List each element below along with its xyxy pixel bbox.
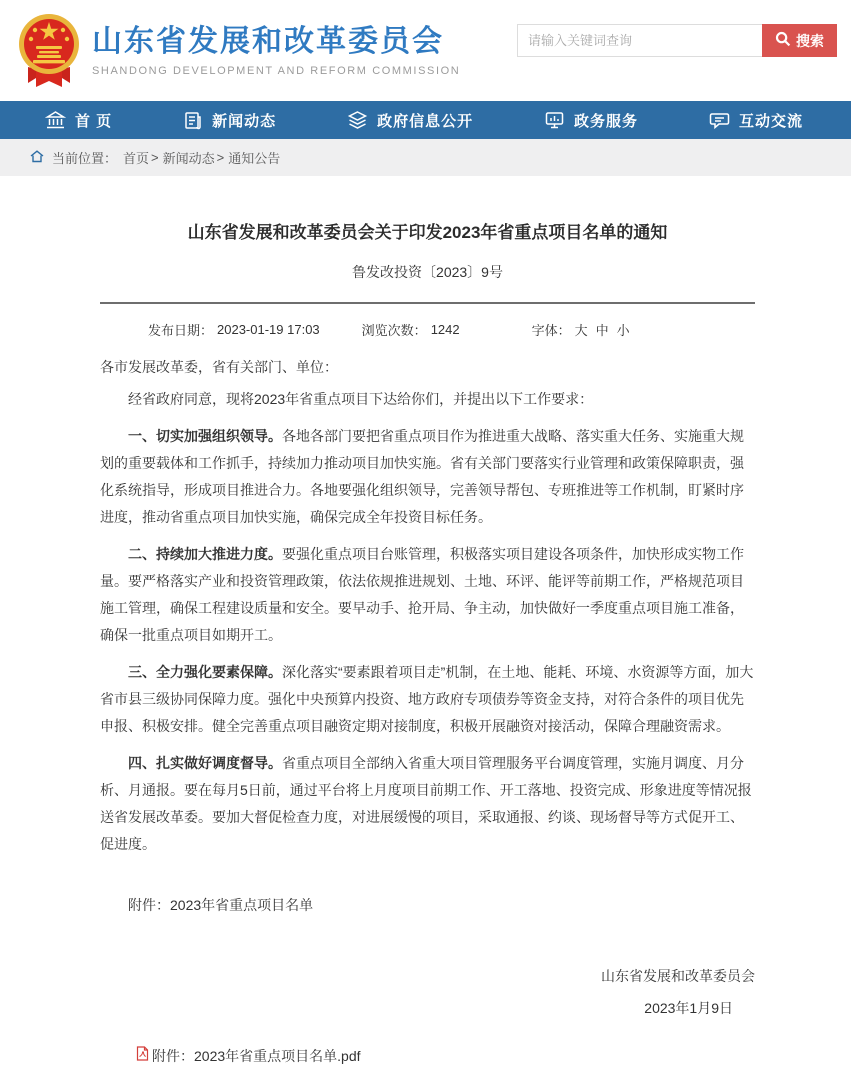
nav-item-label: 政府信息公开 <box>377 112 474 130</box>
salutation: 各市发展改革委，省有关部门、单位： <box>100 359 338 375</box>
paragraph-1 <box>100 423 755 531</box>
nav-item-interaction[interactable] <box>709 110 803 131</box>
signature-block <box>100 961 755 1023</box>
paragraph-3-lead: 三、全力强化要素保障。 <box>128 664 282 680</box>
main-nav <box>0 101 851 139</box>
paragraph-2 <box>100 541 755 649</box>
site-title-block <box>92 25 460 77</box>
search-icon <box>775 31 791 50</box>
font-size-small[interactable]: 小 <box>616 323 630 338</box>
search-button-label: 搜索 <box>796 32 824 49</box>
national-emblem-logo <box>16 13 82 91</box>
document-area <box>0 176 851 1078</box>
breadcrumb <box>0 139 851 176</box>
document-number: 鲁发改投资〔2023〕9号 <box>352 264 503 280</box>
views-label: 浏览次数： <box>361 323 427 338</box>
document-body <box>100 354 755 1070</box>
intro-paragraph: 经省政府同意，现将2023年省重点项目下达给你们，并提出以下工作要求： <box>128 391 594 407</box>
chat-icon <box>709 110 730 130</box>
attachment-link-label: 附件：2023年省重点项目名单.pdf <box>152 1048 361 1064</box>
breadcrumb-separator: > <box>151 150 159 165</box>
font-size-options <box>575 320 630 339</box>
breadcrumb-label: 当前位置： <box>52 151 118 166</box>
search-input[interactable] <box>517 24 762 57</box>
breadcrumb-item-home[interactable]: 首页 <box>123 151 150 166</box>
site-subtitle: SHANDONG DEVELOPMENT AND REFORM COMMISSION <box>92 64 461 77</box>
publish-date-value: 2023-01-19 17:03 <box>217 322 320 337</box>
nav-item-label: 新闻动态 <box>212 112 277 130</box>
breadcrumb-item-notices[interactable]: 通知公告 <box>228 151 281 166</box>
attachment-note: 附件：2023年省重点项目名单 <box>128 897 314 913</box>
site-title: 山东省发展和改革委员会 <box>92 24 444 58</box>
search-box <box>517 24 837 57</box>
paragraph-1-lead: 一、切实加强组织领导。 <box>128 428 282 444</box>
paragraph-4-text: 省重点项目全部纳入省重大项目管理服务平台调度管理，实施月调度、月分析、月通报。要在每月5日前，通过平台将上月度项目前期工作、开工落地、投资完成、形象进度等情况报送省发展改革委。要加大督促检查力度，对进展缓慢的项目，采取通报、约谈、现场督导等方式促开工、促进度。 <box>100 755 752 852</box>
nav-item-label: 政务服务 <box>574 112 639 130</box>
site-header <box>0 0 851 101</box>
nav-item-news[interactable] <box>183 110 276 131</box>
breadcrumb-item-news[interactable]: 新闻动态 <box>162 151 215 166</box>
views-value: 1242 <box>430 322 460 337</box>
font-size-medium[interactable]: 中 <box>595 323 609 338</box>
home-icon <box>30 150 44 166</box>
font-size-label: 字体： <box>531 323 571 338</box>
monitor-icon <box>544 110 565 130</box>
news-icon <box>183 110 203 130</box>
paragraph-4-lead: 四、扎实做好调度督导。 <box>128 755 282 771</box>
paragraph-2-text: 要强化重点项目台账管理，积极落实项目建设各项条件，加快形成实物工作量。要严格落实产业和投资管理政策，依法依规推进规划、土地、环评、能评等前期工作，严格规范项目施工管理，确保工程建设质量和安全。要早动手、抢开局、争主动，加快做好一季度重点项目施工准备，确保一批重点项目如期开工。 <box>100 546 744 643</box>
font-size-large[interactable]: 大 <box>574 323 588 338</box>
nav-item-label: 首 页 <box>75 112 113 130</box>
attachment-link[interactable] <box>100 1043 755 1070</box>
nav-item-home[interactable] <box>45 110 112 131</box>
paragraph-3-text: 深化落实“要素跟着项目走”机制，在土地、能耗、环境、水资源等方面，加大省市县三级协同保障力度。强化中央预算内投资、地方政府专项债券等资金支持，对符合条件的项目优先申报、积极安排。健全完善重点项目融资定期对接制度，积极开展融资对接活动，保障合理融资需求。 <box>100 664 754 734</box>
pdf-icon <box>136 1043 149 1070</box>
paragraph-2-lead: 二、持续加大推进力度。 <box>128 546 282 562</box>
signature-org: 山东省发展和改革委员会 <box>601 968 755 984</box>
layers-icon <box>347 110 368 130</box>
paragraph-3 <box>100 659 755 740</box>
paragraph-1-text: 各地各部门要把省重点项目作为推进重大战略、落实重大任务、实施重大规划的重要载体和工作抓手，持续加力推动项目加快实施。省有关部门要落实行业管理和政策保障职责，强化系统指导，形成项目推进合力。各地要强化组织领导，完善领导帮包、专班推进等工作机制，盯紧时序进度，推动省重点项目加快实施，确保完成全年投资目标任务。 <box>100 428 744 525</box>
publish-date-label: 发布日期： <box>148 323 214 338</box>
nav-item-info-disclosure[interactable] <box>347 110 473 131</box>
government-building-icon <box>45 110 66 130</box>
document-meta <box>100 304 755 349</box>
nav-item-services[interactable] <box>544 110 638 131</box>
search-button[interactable] <box>762 24 837 57</box>
document-title: 山东省发展和改革委员会关于印发2023年省重点项目名单的通知 <box>187 223 668 242</box>
nav-item-label: 互动交流 <box>738 112 803 130</box>
paragraph-4 <box>100 750 755 858</box>
breadcrumb-separator: > <box>216 150 225 165</box>
signature-date: 2023年1月9日 <box>644 1000 733 1016</box>
